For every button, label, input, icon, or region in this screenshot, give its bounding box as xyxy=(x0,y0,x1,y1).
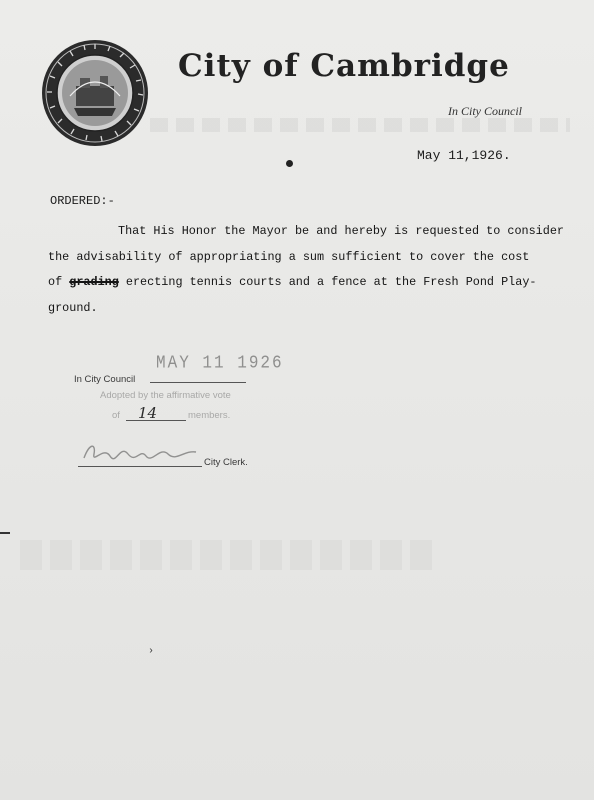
stamp-rule-2 xyxy=(126,420,186,421)
margin-mark xyxy=(0,532,10,534)
stamp-clerk: City Clerk. xyxy=(204,457,248,468)
bleed-through-shadow-bottom xyxy=(20,540,440,570)
stamp-of: of xyxy=(112,410,120,421)
city-seal-icon xyxy=(40,38,150,148)
council-heading: In City Council xyxy=(448,104,522,118)
order-line-4: ground. xyxy=(48,300,98,315)
clerk-signature xyxy=(80,440,200,464)
stamp-adopted: Adopted by the affirmative vote xyxy=(100,390,231,401)
bleed-through-shadow xyxy=(150,118,570,132)
stamp-date: MAY 11 1926 xyxy=(156,352,284,374)
stamp-rule-1 xyxy=(150,382,246,383)
stamp-council-label: In City Council xyxy=(74,374,136,385)
letterhead-title: City of Cambridge xyxy=(178,48,510,84)
ink-speck xyxy=(286,160,293,167)
stamp-members: members. xyxy=(188,410,231,421)
ordered-label: ORDERED:- xyxy=(50,194,115,208)
council-stamp xyxy=(70,352,320,482)
struck-word: grading xyxy=(69,275,119,289)
stray-mark: › xyxy=(148,646,155,657)
order-date: May 11,1926. xyxy=(417,148,511,163)
stamp-rule-3 xyxy=(78,466,202,467)
order-body xyxy=(48,219,568,321)
order-line-1: That His Honor the Mayor be and hereby is requested to consider xyxy=(118,224,564,238)
stamp-votes: 14 xyxy=(138,404,158,422)
order-line-3: of grading erecting tennis courts and a fence at the Fresh Pond Play- xyxy=(48,275,537,289)
order-line-2: the advisability of appropriating a sum sufficient to cover the cost xyxy=(48,249,530,264)
